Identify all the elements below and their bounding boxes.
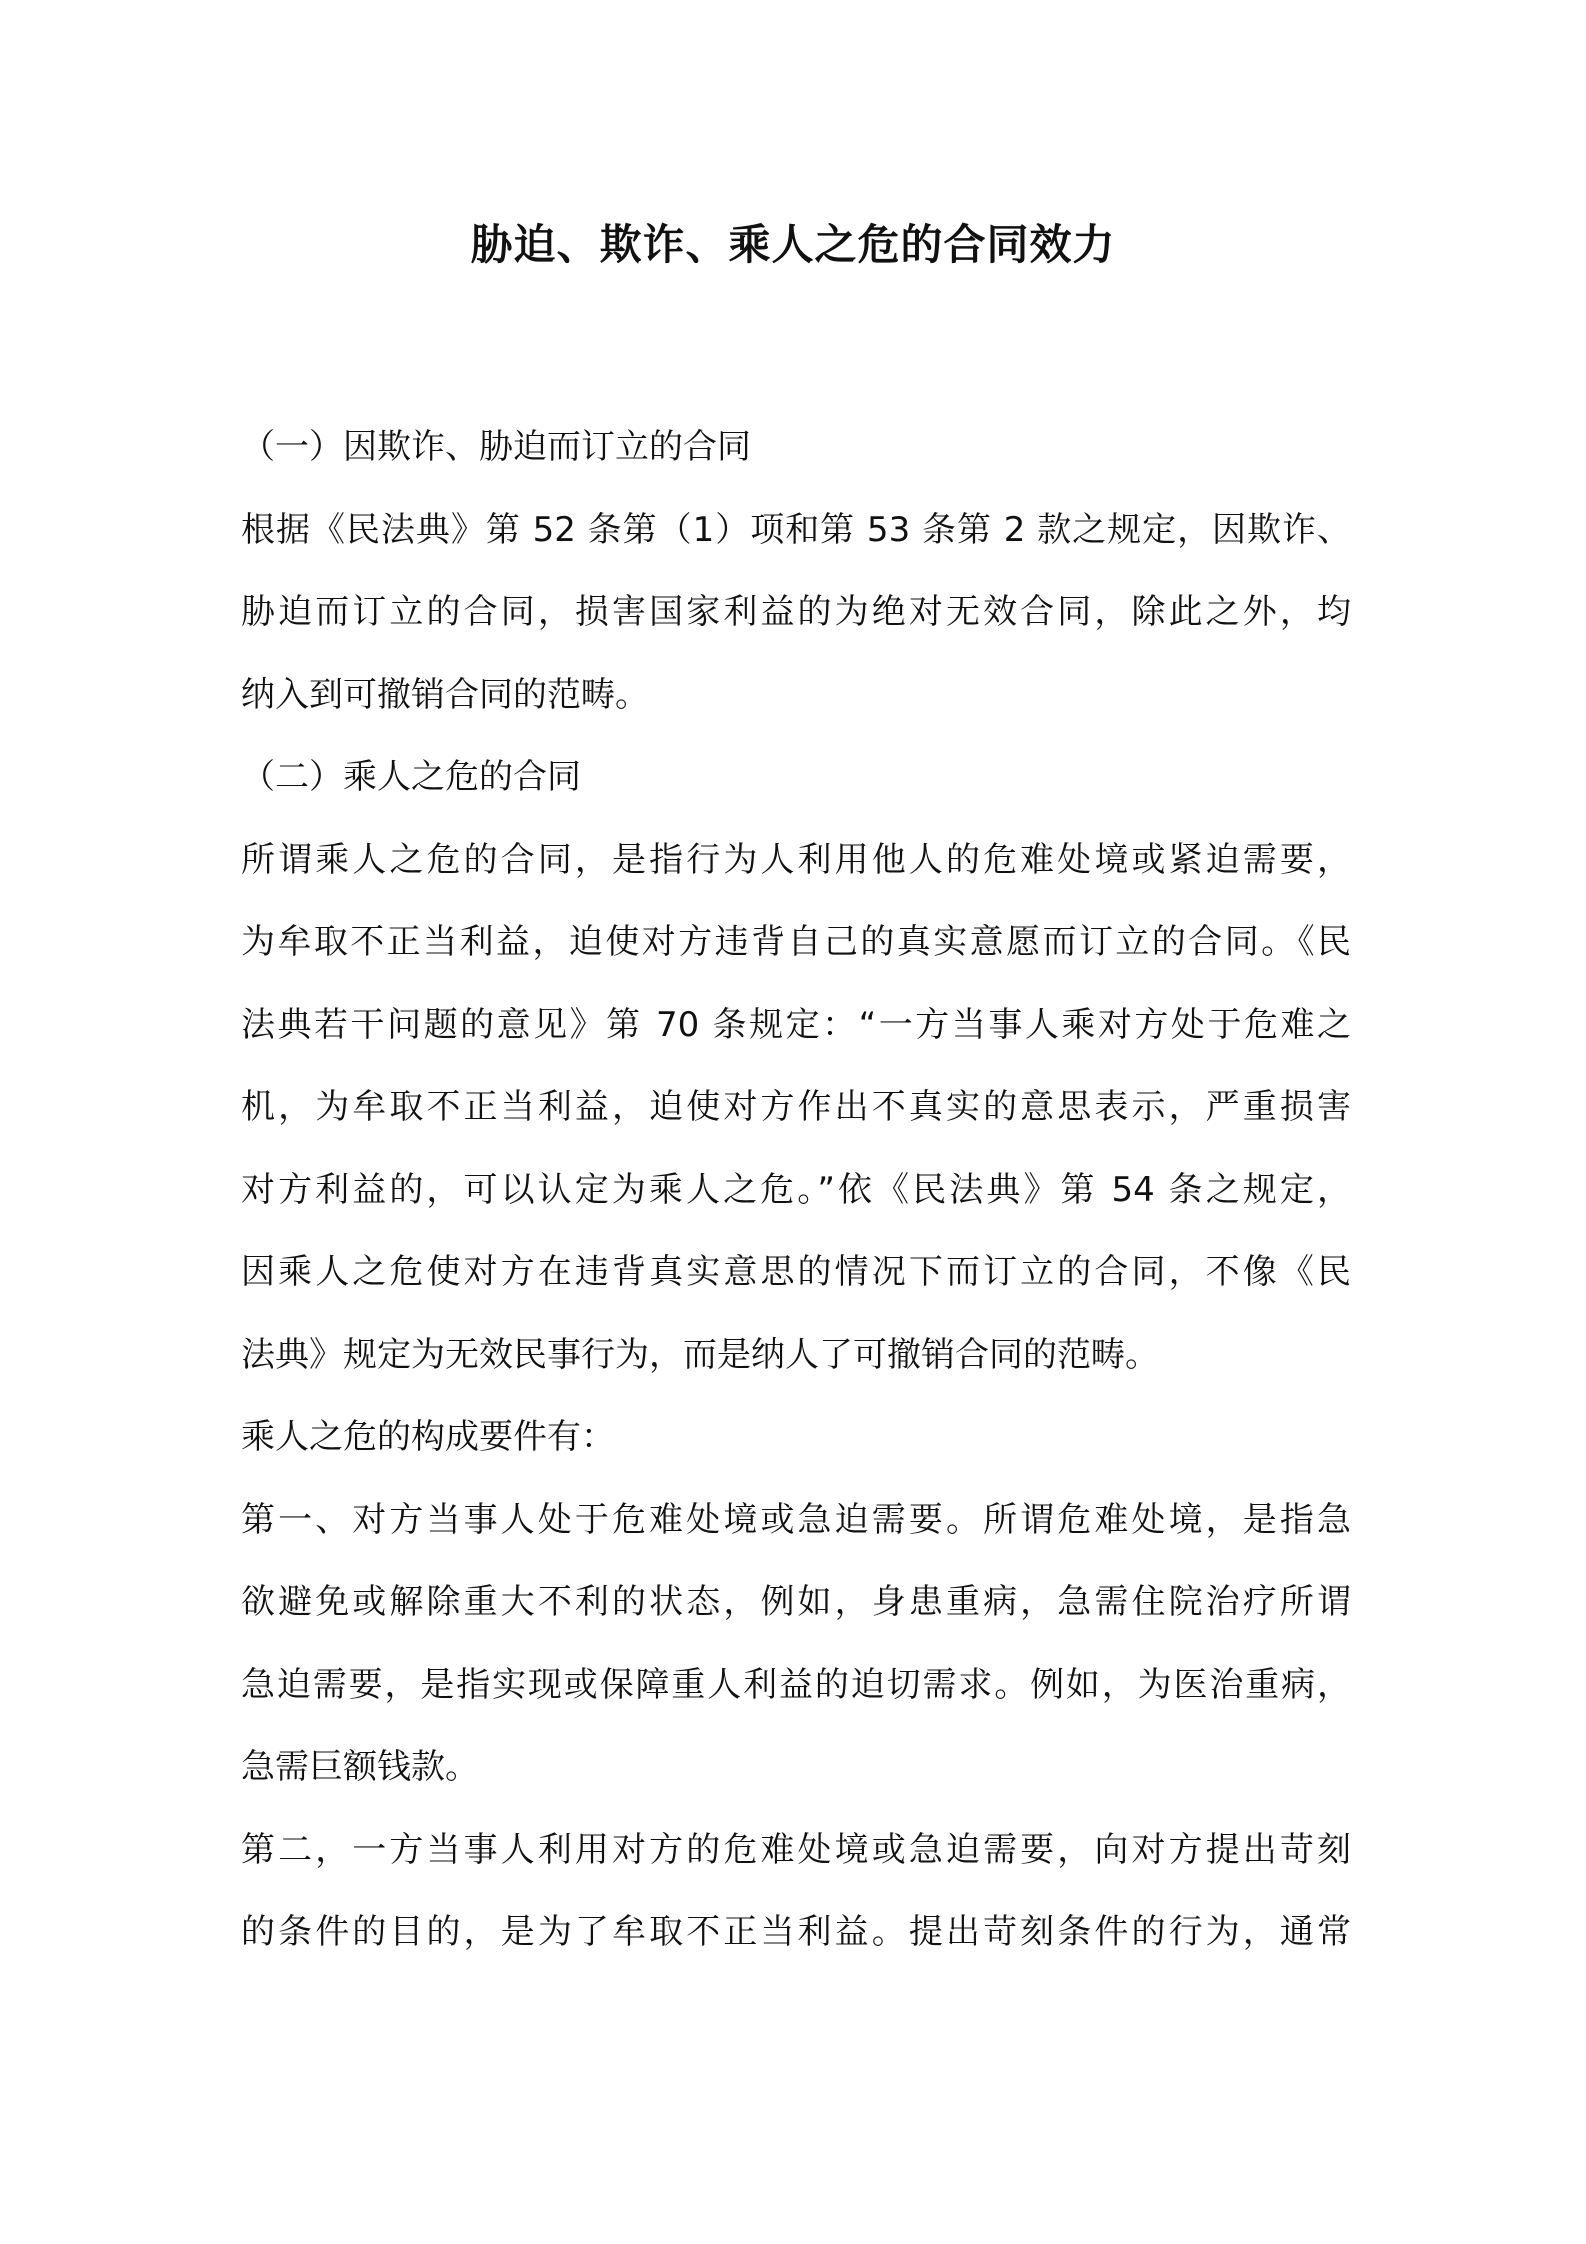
paragraph-line: 第二，一方当事人利用对方的危难处境或急迫需要，向对方提出苛刻 — [241, 1829, 1351, 1870]
paragraph-line: 的条件的目的，是为了牟取不正当利益。提出苛刻条件的行为，通常 — [241, 1912, 1351, 1952]
paragraph-line: 法典若干问题的意见》第 70 条规定：“一方当事人乘对方处于危难之 — [241, 1004, 1351, 1045]
paragraph-line: 对方利益的，可以认定为乘人之危。”依《民法典》第 54 条之规定， — [241, 1169, 1351, 1210]
paragraph-line: 所谓乘人之危的合同，是指行为人利用他人的危难处境或紧迫需要， — [241, 839, 1351, 880]
section-heading-1: （一）因欺诈、胁迫而订立的合同 — [241, 427, 751, 467]
paragraph-line: 欲避免或解除重大不利的状态，例如，身患重病，急需住院治疗所谓 — [241, 1582, 1351, 1622]
paragraph-line: 机，为牟取不正当利益，迫使对方作出不真实的意思表示，严重损害 — [241, 1087, 1351, 1127]
paragraph-line: 第一、对方当事人处于危难处境或急迫需要。所谓危难处境，是指急 — [241, 1499, 1351, 1540]
paragraph-line: 胁迫而订立的合同，损害国家利益的为绝对无效合同，除此之外，均 — [241, 592, 1351, 632]
paragraph-line: 因乘人之危使对方在违背真实意思的情况下而订立的合同，不像《民 — [241, 1252, 1351, 1292]
paragraph-line: 纳入到可撤销合同的范畴。 — [241, 674, 649, 715]
section-heading-2: （二）乘人之危的合同 — [241, 757, 581, 797]
paragraph-line: 急迫需要，是指实现或保障重人利益的迫切需求。例如，为医治重病， — [241, 1664, 1351, 1705]
paragraph-line: 法典》规定为无效民事行为，而是纳人了可撤销合同的范畴。 — [241, 1334, 1159, 1375]
paragraph-line: 根据《民法典》第 52 条第（1）项和第 53 条第 2 款之规定，因欺诈、 — [241, 509, 1351, 550]
document-body — [241, 406, 1351, 1974]
paragraph-line: 为牟取不正当利益，迫使对方违背自己的真实意愿而订立的合同。《民 — [241, 922, 1351, 962]
document-title: 胁迫、欺诈、乘人之危的合同效力 — [470, 220, 1116, 269]
paragraph-line: 急需巨额钱款。 — [241, 1747, 479, 1787]
paragraph-line: 乘人之危的构成要件有： — [241, 1417, 615, 1457]
